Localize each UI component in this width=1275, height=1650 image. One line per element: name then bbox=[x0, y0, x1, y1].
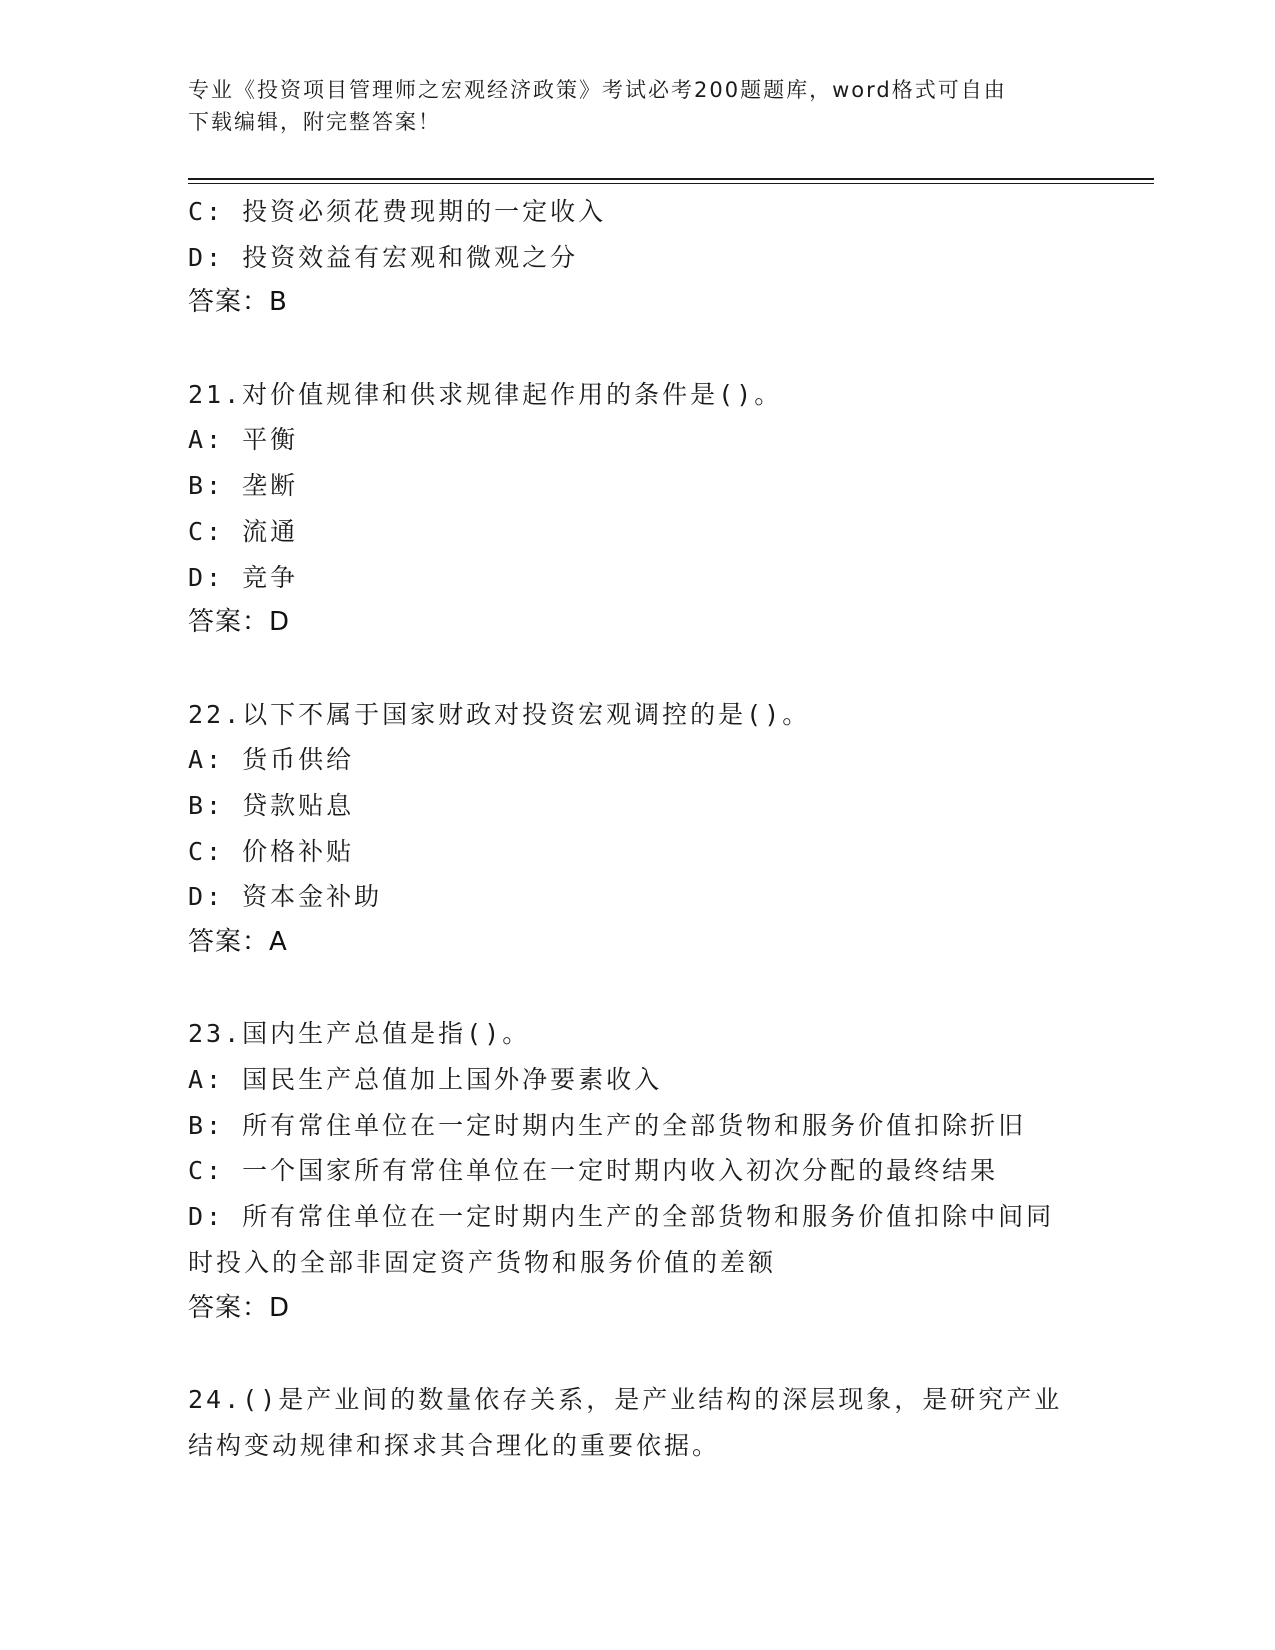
option-b: B: 所有常住单位在一定时期内生产的全部货物和服务价值扣除折旧 bbox=[188, 1110, 1027, 1140]
option-a: A: 货币供给 bbox=[188, 745, 355, 775]
header-title-line-1: 专业《投资项目管理师之宏观经济政策》考试必考200题题库，word格式可自由 bbox=[188, 78, 1007, 102]
option-d: D: 投资效益有宏观和微观之分 bbox=[188, 242, 579, 272]
question-stem: 23.国内生产总值是指()。 bbox=[188, 1019, 531, 1049]
option-d: D: 竞争 bbox=[188, 562, 299, 592]
question-22 bbox=[188, 692, 1088, 966]
spacer bbox=[188, 1331, 1088, 1377]
question-stem: 21.对价值规律和供求规律起作用的条件是()。 bbox=[188, 379, 783, 409]
header-title-line-2: 下载编辑，附完整答案！ bbox=[188, 110, 441, 134]
option-d: D: 所有常住单位在一定时期内生产的全部货物和服务价值扣除中间同 bbox=[188, 1202, 1055, 1232]
option-a: A: 平衡 bbox=[188, 425, 299, 455]
header-rule-thick bbox=[188, 178, 1154, 180]
answer-line: 答案：B bbox=[188, 287, 288, 318]
question-24 bbox=[188, 1377, 1088, 1468]
spacer bbox=[188, 646, 1088, 692]
answer-line: 答案：D bbox=[188, 1292, 291, 1323]
option-c: C: 一个国家所有常住单位在一定时期内收入初次分配的最终结果 bbox=[188, 1156, 999, 1186]
question-stem-continuation: 结构变动规律和探求其合理化的重要依据。 bbox=[188, 1430, 721, 1460]
question-stem: 24.()是产业间的数量依存关系，是产业结构的深层现象，是研究产业 bbox=[188, 1384, 1063, 1414]
option-c: C: 流通 bbox=[188, 516, 299, 546]
question-stem: 22.以下不属于国家财政对投资宏观调控的是()。 bbox=[188, 699, 811, 729]
header-rule-thin bbox=[188, 183, 1154, 184]
option-a: A: 国民生产总值加上国外净要素收入 bbox=[188, 1065, 663, 1095]
spacer bbox=[188, 326, 1088, 372]
question-23 bbox=[188, 1011, 1088, 1331]
question-21 bbox=[188, 372, 1088, 646]
spacer bbox=[188, 966, 1088, 1012]
question-list bbox=[188, 189, 1088, 1468]
option-c: C: 价格补贴 bbox=[188, 836, 355, 866]
question-20-continuation bbox=[188, 189, 1088, 326]
option-b: B: 垄断 bbox=[188, 471, 299, 501]
answer-line: 答案：A bbox=[188, 927, 288, 957]
option-b: B: 贷款贴息 bbox=[188, 790, 355, 820]
option-c: C: 投资必须花费现期的一定收入 bbox=[188, 197, 607, 226]
option-d: D: 资本金补助 bbox=[188, 882, 383, 912]
document-header bbox=[188, 74, 1068, 138]
option-d-continuation: 时投入的全部非固定资产货物和服务价值的差额 bbox=[188, 1247, 777, 1277]
answer-line: 答案：D bbox=[188, 607, 291, 638]
